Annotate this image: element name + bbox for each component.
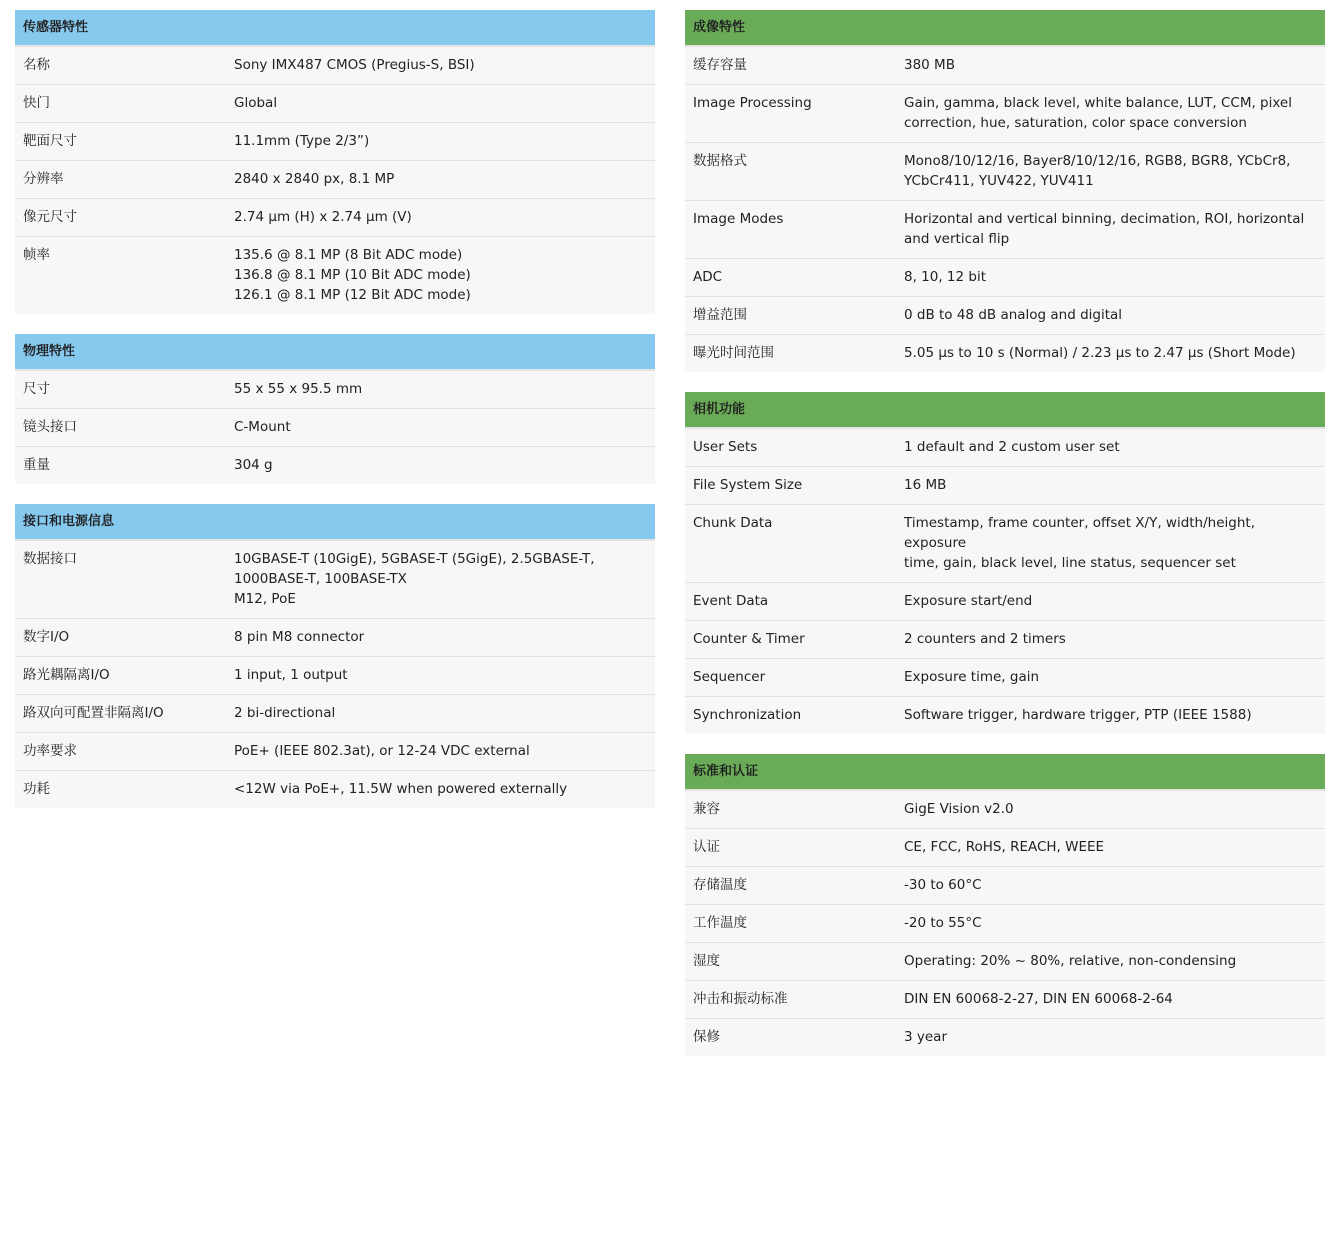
row-value: 16 MB bbox=[904, 477, 947, 493]
table-row bbox=[15, 771, 655, 808]
row-value: 10GBASE-T (10GigE), 5GBASE-T (5GigE), 2.5GBASE-T, 1000BASE-T, 100BASE-TX M12, PoE bbox=[234, 551, 595, 607]
section-standards-certifications bbox=[685, 754, 1325, 1056]
row-value: Operating: 20% ~ 80%, relative, non-condensing bbox=[904, 953, 1237, 969]
row-label: 重量 bbox=[23, 457, 50, 473]
row-label: 数据接口 bbox=[23, 551, 77, 567]
row-value: 2 counters and 2 timers bbox=[904, 631, 1066, 647]
table-row bbox=[15, 409, 655, 447]
section-title: 物理特性 bbox=[15, 334, 655, 371]
row-value: 2 bi-directional bbox=[234, 705, 336, 721]
row-value: Sony IMX487 CMOS (Pregius-S, BSI) bbox=[234, 57, 475, 73]
row-label: 数据格式 bbox=[693, 153, 747, 169]
table-row bbox=[685, 621, 1325, 659]
table-row bbox=[685, 47, 1325, 85]
table-row bbox=[685, 829, 1325, 867]
row-label: 分辨率 bbox=[23, 171, 64, 187]
table-row bbox=[685, 1019, 1325, 1056]
table-row bbox=[685, 85, 1325, 143]
row-label: 靶面尺寸 bbox=[23, 133, 77, 149]
row-label: Image Processing bbox=[693, 95, 812, 111]
row-label: 湿度 bbox=[693, 953, 720, 969]
row-value: C-Mount bbox=[234, 419, 291, 435]
table-row bbox=[685, 143, 1325, 201]
row-label: 曝光时间范围 bbox=[693, 345, 774, 361]
row-label: 数字I/O bbox=[23, 629, 70, 645]
row-label: 像元尺寸 bbox=[23, 209, 77, 225]
row-label: 功耗 bbox=[23, 781, 50, 797]
table-row bbox=[15, 619, 655, 657]
section-title: 传感器特性 bbox=[15, 10, 655, 47]
row-label: File System Size bbox=[693, 477, 803, 493]
row-label: 冲击和振动标准 bbox=[693, 991, 788, 1007]
row-label: 工作温度 bbox=[693, 915, 747, 931]
section-interface-power bbox=[15, 504, 655, 808]
row-value: Mono8/10/12/16, Bayer8/10/12/16, RGB8, BGR8, YCbCr8, YCbCr411, YUV422, YUV411 bbox=[904, 153, 1291, 189]
table-row bbox=[685, 505, 1325, 583]
table-row bbox=[15, 123, 655, 161]
row-label: User Sets bbox=[693, 439, 758, 455]
table-row bbox=[685, 467, 1325, 505]
table-row bbox=[685, 297, 1325, 335]
table-row bbox=[685, 659, 1325, 697]
row-value: <12W via PoE+, 11.5W when powered externally bbox=[234, 781, 568, 797]
section-title: 标准和认证 bbox=[685, 754, 1325, 791]
left-column bbox=[15, 10, 655, 828]
row-value: Timestamp, frame counter, offset X/Y, width/height, exposure time, gain, black level, line status, sequencer set bbox=[904, 515, 1255, 571]
row-value: Exposure time, gain bbox=[904, 669, 1040, 685]
table-row bbox=[685, 697, 1325, 734]
row-label: 镜头接口 bbox=[23, 419, 77, 435]
row-value: 135.6 @ 8.1 MP (8 Bit ADC mode) 136.8 @ 8.1 MP (10 Bit ADC mode) 126.1 @ 8.1 MP (12 Bit ADC mode) bbox=[234, 247, 471, 303]
row-value: 304 g bbox=[234, 457, 273, 473]
row-value: 2840 x 2840 px, 8.1 MP bbox=[234, 171, 395, 187]
row-value: 0 dB to 48 dB analog and digital bbox=[904, 307, 1123, 323]
row-value: -20 to 55°C bbox=[904, 915, 982, 931]
table-row bbox=[15, 657, 655, 695]
section-title: 相机功能 bbox=[685, 392, 1325, 429]
table-row bbox=[15, 447, 655, 484]
row-value: 1 input, 1 output bbox=[234, 667, 348, 683]
row-label: 路光耦隔离I/O bbox=[23, 667, 110, 683]
row-value: Exposure start/end bbox=[904, 593, 1033, 609]
table-row bbox=[15, 47, 655, 85]
row-value: 3 year bbox=[904, 1029, 947, 1045]
row-value: 5.05 µs to 10 s (Normal) / 2.23 µs to 2.47 µs (Short Mode) bbox=[904, 345, 1296, 361]
section-title: 成像特性 bbox=[685, 10, 1325, 47]
row-value: 55 x 55 x 95.5 mm bbox=[234, 381, 363, 397]
row-value: -30 to 60°C bbox=[904, 877, 982, 893]
table-row bbox=[685, 201, 1325, 259]
row-label: ADC bbox=[693, 269, 723, 285]
row-value: 8 pin M8 connector bbox=[234, 629, 365, 645]
row-value: 8, 10, 12 bit bbox=[904, 269, 987, 285]
table-row bbox=[15, 371, 655, 409]
row-label: 快门 bbox=[23, 95, 50, 111]
section-camera-features bbox=[685, 392, 1325, 734]
table-row bbox=[685, 981, 1325, 1019]
table-row bbox=[685, 335, 1325, 372]
row-value: PoE+ (IEEE 802.3at), or 12-24 VDC external bbox=[234, 743, 530, 759]
row-label: Counter & Timer bbox=[693, 631, 805, 647]
row-label: 名称 bbox=[23, 57, 50, 73]
table-row bbox=[15, 237, 655, 314]
row-value: CE, FCC, RoHS, REACH, WEEE bbox=[904, 839, 1105, 855]
table-row bbox=[15, 733, 655, 771]
section-physical bbox=[15, 334, 655, 484]
table-row bbox=[685, 943, 1325, 981]
section-sensor bbox=[15, 10, 655, 314]
row-value: GigE Vision v2.0 bbox=[904, 801, 1014, 817]
table-row bbox=[685, 583, 1325, 621]
row-label: Synchronization bbox=[693, 707, 802, 723]
row-label: 路双向可配置非隔离I/O bbox=[23, 705, 164, 721]
row-value: Gain, gamma, black level, white balance, LUT, CCM, pixel correction, hue, saturation, color space conversion bbox=[904, 95, 1292, 131]
table-row bbox=[685, 791, 1325, 829]
row-label: 缓存容量 bbox=[693, 57, 747, 73]
row-label: Chunk Data bbox=[693, 515, 773, 531]
row-label: Sequencer bbox=[693, 669, 766, 685]
table-row bbox=[15, 695, 655, 733]
row-label: 存储温度 bbox=[693, 877, 747, 893]
table-row bbox=[15, 541, 655, 619]
section-title: 接口和电源信息 bbox=[15, 504, 655, 541]
row-label: 增益范围 bbox=[693, 307, 747, 323]
row-value: 1 default and 2 custom user set bbox=[904, 439, 1120, 455]
table-row bbox=[15, 199, 655, 237]
row-label: 兼容 bbox=[693, 801, 720, 817]
table-row bbox=[685, 867, 1325, 905]
row-value: Global bbox=[234, 95, 278, 111]
row-label: Image Modes bbox=[693, 211, 784, 227]
row-value: DIN EN 60068-2-27, DIN EN 60068-2-64 bbox=[904, 991, 1173, 1007]
row-value: 2.74 µm (H) x 2.74 µm (V) bbox=[234, 209, 412, 225]
row-label: 保修 bbox=[693, 1029, 720, 1045]
table-row bbox=[685, 905, 1325, 943]
row-label: 帧率 bbox=[23, 247, 50, 263]
table-row bbox=[685, 429, 1325, 467]
row-label: 尺寸 bbox=[23, 381, 50, 397]
row-label: Event Data bbox=[693, 593, 769, 609]
table-row bbox=[685, 259, 1325, 297]
right-column bbox=[685, 10, 1325, 1076]
table-row bbox=[15, 85, 655, 123]
row-value: Software trigger, hardware trigger, PTP (IEEE 1588) bbox=[904, 707, 1252, 723]
row-value: Horizontal and vertical binning, decimation, ROI, horizontal and vertical flip bbox=[904, 211, 1305, 247]
row-value: 11.1mm (Type 2/3”) bbox=[234, 133, 370, 149]
row-label: 认证 bbox=[693, 839, 720, 855]
table-row bbox=[15, 161, 655, 199]
section-imaging bbox=[685, 10, 1325, 372]
row-label: 功率要求 bbox=[23, 743, 77, 759]
row-value: 380 MB bbox=[904, 57, 955, 73]
